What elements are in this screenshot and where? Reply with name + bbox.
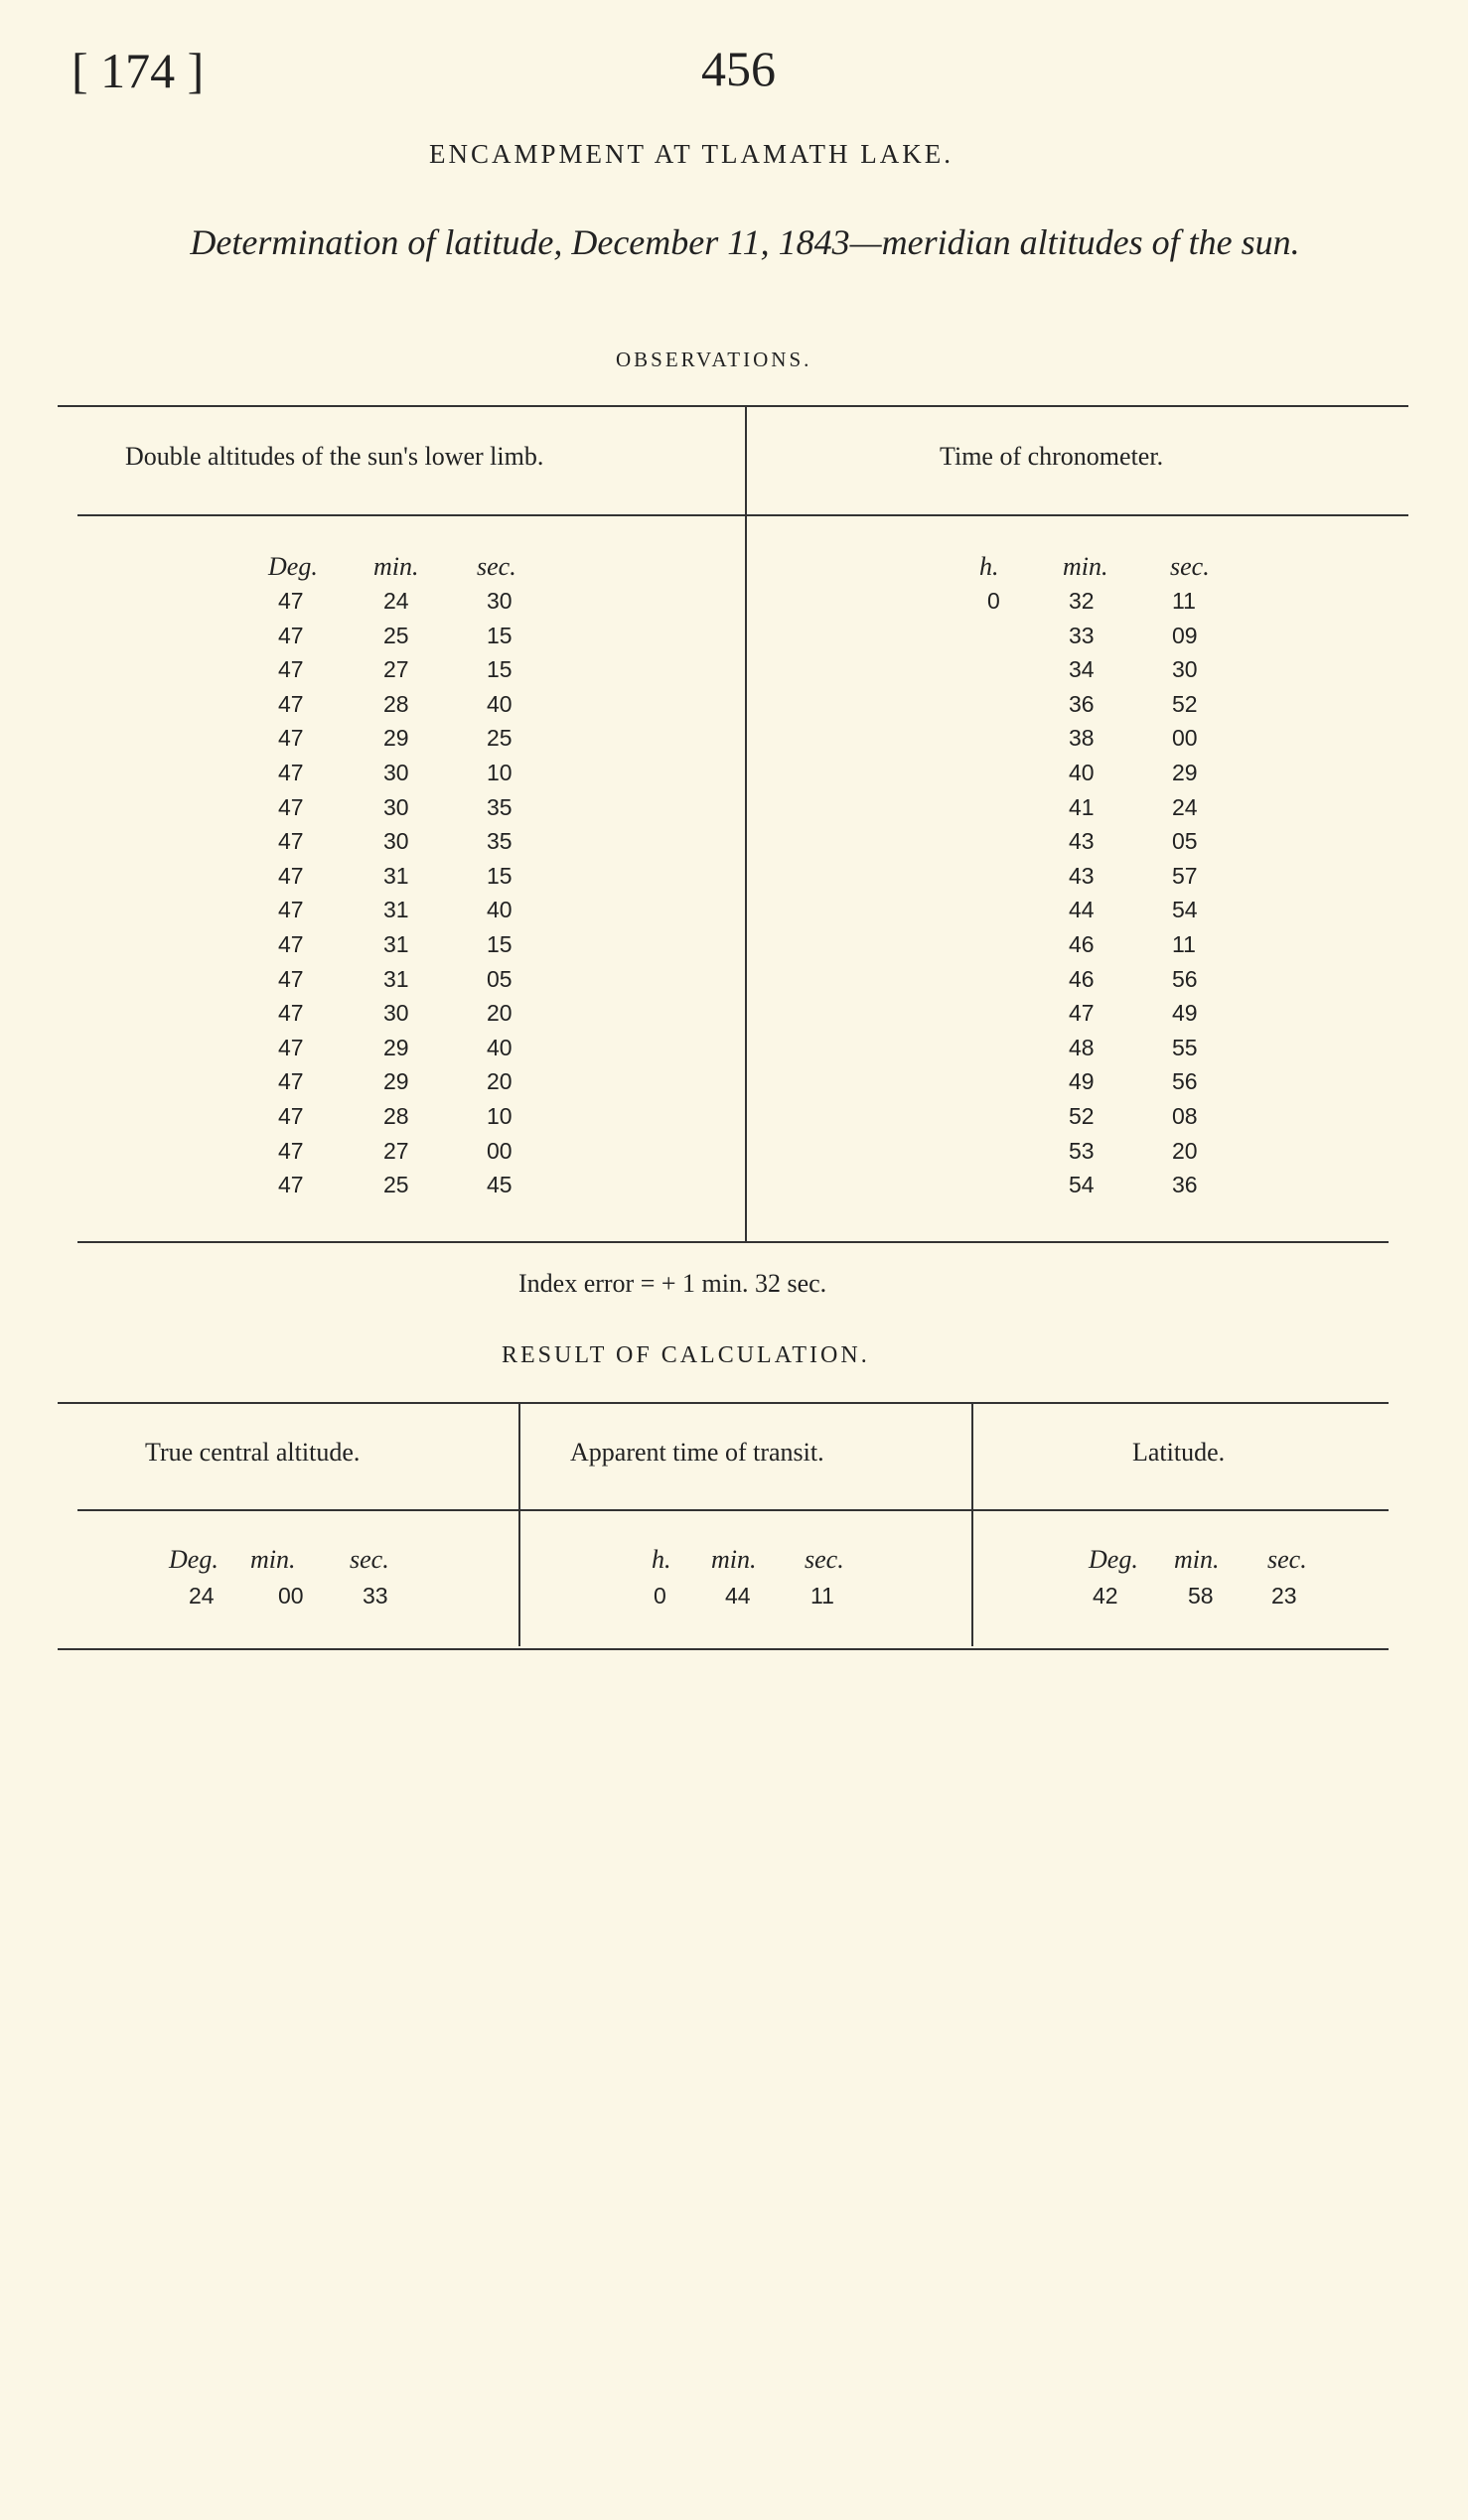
result-altitude-deg: 24 (189, 1583, 215, 1609)
cell-tmin: 34 (1069, 656, 1095, 683)
cell-deg: 47 (278, 1000, 304, 1027)
cell-tmin: 46 (1069, 931, 1095, 957)
res-lat-unit-min: min. (1174, 1545, 1220, 1574)
result-transit-h: 0 (654, 1583, 666, 1609)
cell-min: 25 (383, 1172, 409, 1198)
cell-tmin: 40 (1069, 760, 1095, 785)
obs-bottom-rule (77, 1241, 1389, 1243)
result-altitude-min: 00 (278, 1583, 304, 1609)
cell-deg: 47 (278, 725, 304, 752)
cell-deg: 47 (278, 1068, 304, 1095)
cell-sec: 05 (487, 965, 513, 992)
result-header-rule (77, 1509, 1389, 1511)
cell-tsec: 55 (1172, 1034, 1198, 1060)
res-lat-unit-sec: sec. (1267, 1545, 1307, 1574)
res-time-unit-sec: sec. (805, 1545, 844, 1574)
obs-header-rule (77, 514, 1408, 516)
cell-sec: 20 (487, 1068, 513, 1095)
result-latitude-min: 58 (1188, 1583, 1214, 1609)
cell-min: 27 (383, 1137, 409, 1164)
cell-deg: 47 (278, 897, 304, 923)
res-alt-unit-deg: Deg. (169, 1545, 219, 1574)
res-alt-unit-sec: sec. (350, 1545, 389, 1574)
cell-tsec: 49 (1172, 1000, 1198, 1027)
obs-top-rule (58, 405, 1408, 407)
cell-sec: 00 (487, 1137, 513, 1164)
cell-min: 30 (383, 828, 409, 855)
result-divider-2 (971, 1402, 973, 1646)
obs-col2-header: Time of chronometer. (940, 442, 1164, 471)
result-col1-header: True central altitude. (145, 1438, 361, 1467)
cell-tmin: 48 (1069, 1034, 1095, 1060)
res-lat-unit-deg: Deg. (1089, 1545, 1138, 1574)
bracketed-page-number: [ 174 ] (72, 43, 205, 98)
cell-deg: 47 (278, 931, 304, 957)
cell-min: 27 (383, 656, 409, 683)
cell-min: 30 (383, 1000, 409, 1027)
cell-h: 0 (987, 588, 1000, 614)
cell-deg: 47 (278, 1172, 304, 1198)
cell-tsec: 11 (1172, 931, 1196, 957)
result-transit-min: 44 (725, 1583, 751, 1609)
cell-deg: 47 (278, 862, 304, 889)
cell-min: 29 (383, 725, 409, 752)
result-heading: RESULT OF CALCULATION. (502, 1342, 870, 1368)
cell-tmin: 49 (1069, 1068, 1095, 1095)
cell-deg: 47 (278, 965, 304, 992)
time-unit-min: min. (1063, 552, 1108, 581)
cell-tsec: 56 (1172, 1068, 1198, 1095)
cell-sec: 15 (487, 862, 513, 889)
cell-tmin: 54 (1069, 1172, 1095, 1198)
cell-sec: 30 (487, 588, 513, 614)
cell-tmin: 44 (1069, 897, 1095, 923)
time-unit-h: h. (979, 552, 999, 581)
result-top-rule (58, 1402, 1389, 1404)
cell-min: 28 (383, 690, 409, 717)
time-unit-sec: sec. (1170, 552, 1210, 581)
cell-tsec: 24 (1172, 793, 1198, 820)
cell-min: 24 (383, 588, 409, 614)
cell-min: 29 (383, 1034, 409, 1060)
cell-deg: 47 (278, 760, 304, 785)
observations-heading: OBSERVATIONS. (616, 348, 812, 371)
res-time-unit-min: min. (711, 1545, 757, 1574)
obs-col1-header: Double altitudes of the sun's lower limb. (125, 442, 544, 471)
result-altitude-sec: 33 (363, 1583, 388, 1609)
cell-tmin: 46 (1069, 965, 1095, 992)
result-bottom-rule (58, 1648, 1389, 1650)
cell-sec: 10 (487, 1103, 513, 1129)
cell-tsec: 09 (1172, 622, 1198, 648)
cell-min: 28 (383, 1103, 409, 1129)
cell-tmin: 52 (1069, 1103, 1095, 1129)
obs-column-divider (745, 405, 747, 1241)
cell-sec: 40 (487, 897, 513, 923)
cell-tmin: 33 (1069, 622, 1095, 648)
cell-sec: 10 (487, 760, 513, 785)
cell-min: 31 (383, 897, 409, 923)
cell-sec: 35 (487, 793, 513, 820)
cell-min: 31 (383, 862, 409, 889)
cell-tsec: 52 (1172, 690, 1198, 717)
cell-tmin: 38 (1069, 725, 1095, 752)
page-number: 456 (701, 41, 776, 96)
cell-tsec: 54 (1172, 897, 1198, 923)
cell-sec: 35 (487, 828, 513, 855)
cell-min: 29 (383, 1068, 409, 1095)
cell-deg: 47 (278, 588, 304, 614)
cell-tmin: 43 (1069, 828, 1095, 855)
result-latitude-sec: 23 (1271, 1583, 1297, 1609)
alt-unit-deg: Deg. (268, 552, 318, 581)
cell-tsec: 30 (1172, 656, 1198, 683)
cell-tsec: 20 (1172, 1137, 1198, 1164)
index-error: Index error = + 1 min. 32 sec. (518, 1269, 827, 1298)
cell-tsec: 56 (1172, 965, 1198, 992)
cell-tmin: 43 (1069, 862, 1095, 889)
cell-sec: 40 (487, 690, 513, 717)
cell-sec: 20 (487, 1000, 513, 1027)
res-alt-unit-min: min. (250, 1545, 296, 1574)
cell-sec: 15 (487, 622, 513, 648)
cell-min: 30 (383, 793, 409, 820)
cell-deg: 47 (278, 622, 304, 648)
cell-tsec: 36 (1172, 1172, 1198, 1198)
alt-unit-min: min. (373, 552, 419, 581)
cell-min: 25 (383, 622, 409, 648)
result-transit-sec: 11 (810, 1583, 834, 1609)
cell-tsec: 00 (1172, 725, 1198, 752)
page-subtitle: Determination of latitude, December 11, 1843—meridian altitudes of the sun. (190, 222, 1300, 262)
cell-deg: 47 (278, 656, 304, 683)
cell-tmin: 41 (1069, 793, 1095, 820)
result-col2-header: Apparent time of transit. (570, 1438, 824, 1467)
cell-sec: 45 (487, 1172, 513, 1198)
page-title: ENCAMPMENT AT TLAMATH LAKE. (429, 139, 954, 169)
cell-deg: 47 (278, 690, 304, 717)
res-time-unit-h: h. (652, 1545, 671, 1574)
result-divider-1 (518, 1402, 520, 1646)
cell-tsec: 57 (1172, 862, 1198, 889)
cell-tmin: 32 (1069, 588, 1095, 614)
cell-tsec: 08 (1172, 1103, 1198, 1129)
cell-min: 31 (383, 931, 409, 957)
cell-tmin: 47 (1069, 1000, 1095, 1027)
cell-deg: 47 (278, 1103, 304, 1129)
result-latitude-deg: 42 (1093, 1583, 1118, 1609)
cell-tsec: 05 (1172, 828, 1198, 855)
cell-tsec: 11 (1172, 588, 1196, 614)
cell-deg: 47 (278, 1034, 304, 1060)
cell-sec: 40 (487, 1034, 513, 1060)
cell-min: 31 (383, 965, 409, 992)
cell-tmin: 53 (1069, 1137, 1095, 1164)
cell-deg: 47 (278, 1137, 304, 1164)
cell-deg: 47 (278, 828, 304, 855)
cell-tsec: 29 (1172, 760, 1198, 785)
cell-sec: 15 (487, 656, 513, 683)
cell-tmin: 36 (1069, 690, 1095, 717)
alt-unit-sec: sec. (477, 552, 516, 581)
result-col3-header: Latitude. (1132, 1438, 1226, 1467)
cell-sec: 25 (487, 725, 513, 752)
cell-min: 30 (383, 760, 409, 785)
cell-sec: 15 (487, 931, 513, 957)
cell-deg: 47 (278, 793, 304, 820)
